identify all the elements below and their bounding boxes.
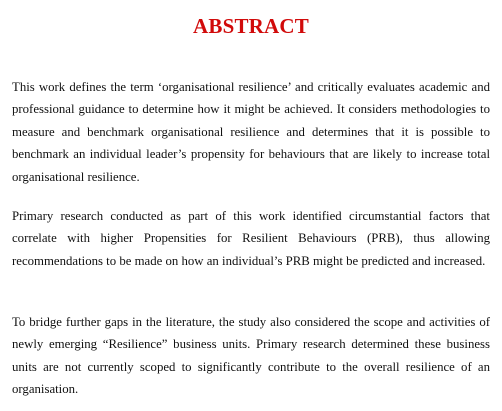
abstract-paragraph-2: Primary research conducted as part of this work identified circumstantial factors that correlate with higher Propensities for Resilient Behaviours (PRB), thus allowing recommendations to be made on how an individual’s PRB might be predicted and increased. bbox=[12, 209, 490, 268]
abstract-paragraph-3: To bridge further gaps in the literature, the study also considered the scope and activities of newly emerging “Resilience” business units. Primary research determined these business units are not currently scoped to significantly contribute to the overall resilience of an organisation. bbox=[12, 315, 490, 397]
abstract-paragraph-1: This work defines the term ‘organisational resilience’ and critically evaluates academic and professional guidance to determine how it might be achieved. It considers methodologies to measure and benchmark organisational resilience and determines that it is possible to benchmark an individual leader’s propensity for behaviours that are likely to increase total organisational resilience. bbox=[12, 80, 490, 184]
abstract-heading: ABSTRACT bbox=[193, 14, 309, 38]
